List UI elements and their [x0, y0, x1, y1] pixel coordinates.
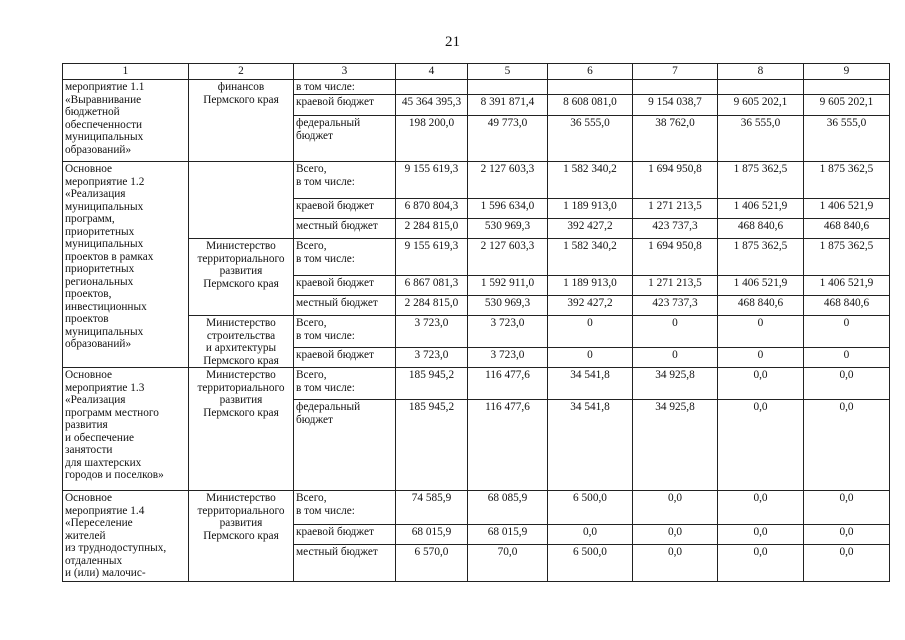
- measure-cell: мероприятие 1.1 «Выравнивание бюджетной обеспеченности муниципальных образований»: [63, 80, 189, 162]
- value-cell: 116 477,6: [468, 368, 548, 400]
- value-cell: 8 391 871,4: [468, 95, 548, 116]
- value-cell: 0: [548, 347, 633, 367]
- funding-source-cell: краевой бюджет: [294, 95, 396, 116]
- value-cell: 1 406 521,9: [718, 276, 804, 296]
- value-cell: 2 284 815,0: [396, 219, 468, 239]
- column-header: 8: [718, 64, 804, 80]
- value-cell: 68 085,9: [468, 491, 548, 525]
- value-cell: 185 945,2: [396, 368, 468, 400]
- header-row: [63, 64, 890, 80]
- value-cell: 68 015,9: [468, 525, 548, 545]
- value-cell: 3 723,0: [396, 316, 468, 348]
- measure-cell: Основное мероприятие 1.3 «Реализация программ местного развития и обеспечение занятости для шахтерских городов и поселков»: [63, 368, 189, 491]
- value-cell: 74 585,9: [396, 491, 468, 525]
- column-header: 1: [63, 64, 189, 80]
- value-cell: [804, 80, 890, 95]
- funding-source-cell: в том числе:: [294, 80, 396, 95]
- value-cell: 1 875 362,5: [718, 239, 804, 276]
- value-cell: 1 189 913,0: [548, 199, 633, 219]
- value-cell: 0,0: [718, 545, 804, 582]
- table-row: [63, 368, 890, 400]
- value-cell: 45 364 395,3: [396, 95, 468, 116]
- value-cell: 3 723,0: [396, 347, 468, 367]
- value-cell: 3 723,0: [468, 347, 548, 367]
- value-cell: 70,0: [468, 545, 548, 582]
- value-cell: 6 870 804,3: [396, 199, 468, 219]
- value-cell: 38 762,0: [633, 116, 718, 162]
- funding-source-cell: федеральный бюджет: [294, 400, 396, 491]
- funding-source-cell: краевой бюджет: [294, 347, 396, 367]
- value-cell: 36 555,0: [548, 116, 633, 162]
- value-cell: 3 723,0: [468, 316, 548, 348]
- value-cell: 0,0: [633, 545, 718, 582]
- value-cell: 9 605 202,1: [804, 95, 890, 116]
- measure-cell: Основное мероприятие 1.4 «Переселение жителей из труднодоступных, отдаленных и (или) малочис-: [63, 491, 189, 582]
- value-cell: [548, 80, 633, 95]
- value-cell: 2 127 603,3: [468, 162, 548, 199]
- funding-source-cell: краевой бюджет: [294, 525, 396, 545]
- measure-cell: Основное мероприятие 1.2 «Реализация муниципальных программ, приоритетных муниципальных проектов в рамках приоритетных региональных проектов, инвестиционных проектов муниципальных образований»: [63, 162, 189, 368]
- table-row: [63, 80, 890, 95]
- column-header: 4: [396, 64, 468, 80]
- value-cell: 1 406 521,9: [804, 199, 890, 219]
- funding-source-cell: краевой бюджет: [294, 199, 396, 219]
- executor-cell: [189, 162, 294, 239]
- value-cell: 0,0: [718, 491, 804, 525]
- value-cell: 34 925,8: [633, 368, 718, 400]
- funding-source-cell: местный бюджет: [294, 545, 396, 582]
- value-cell: 34 925,8: [633, 400, 718, 491]
- value-cell: 468 840,6: [804, 219, 890, 239]
- value-cell: 1 596 634,0: [468, 199, 548, 219]
- page-number: 21: [445, 34, 460, 50]
- value-cell: 0,0: [633, 525, 718, 545]
- funding-source-cell: местный бюджет: [294, 219, 396, 239]
- value-cell: 468 840,6: [718, 219, 804, 239]
- column-header: 6: [548, 64, 633, 80]
- value-cell: 1 875 362,5: [718, 162, 804, 199]
- value-cell: 1 189 913,0: [548, 276, 633, 296]
- value-cell: 1 875 362,5: [804, 239, 890, 276]
- value-cell: 6 570,0: [396, 545, 468, 582]
- value-cell: 116 477,6: [468, 400, 548, 491]
- value-cell: 1 582 340,2: [548, 239, 633, 276]
- value-cell: 0,0: [718, 400, 804, 491]
- value-cell: 36 555,0: [718, 116, 804, 162]
- column-header: 5: [468, 64, 548, 80]
- column-header: 2: [189, 64, 294, 80]
- value-cell: 9 155 619,3: [396, 162, 468, 199]
- value-cell: 1 406 521,9: [804, 276, 890, 296]
- value-cell: 0,0: [804, 545, 890, 582]
- value-cell: 392 427,2: [548, 296, 633, 316]
- funding-source-cell: местный бюджет: [294, 296, 396, 316]
- value-cell: 68 015,9: [396, 525, 468, 545]
- value-cell: 185 945,2: [396, 400, 468, 491]
- value-cell: 530 969,3: [468, 219, 548, 239]
- value-cell: 0: [633, 347, 718, 367]
- value-cell: 0: [548, 316, 633, 348]
- value-cell: 0: [718, 347, 804, 367]
- executor-cell: Министерство территориального развития Пермского края: [189, 239, 294, 316]
- value-cell: 0: [804, 316, 890, 348]
- column-header: 3: [294, 64, 396, 80]
- funding-source-cell: Всего, в том числе:: [294, 368, 396, 400]
- value-cell: 1 694 950,8: [633, 162, 718, 199]
- value-cell: [468, 80, 548, 95]
- value-cell: 392 427,2: [548, 219, 633, 239]
- value-cell: 1 582 340,2: [548, 162, 633, 199]
- value-cell: 9 605 202,1: [718, 95, 804, 116]
- executor-cell: финансов Пермского края: [189, 80, 294, 162]
- value-cell: 1 694 950,8: [633, 239, 718, 276]
- value-cell: 0,0: [633, 491, 718, 525]
- value-cell: 0,0: [804, 491, 890, 525]
- value-cell: 423 737,3: [633, 296, 718, 316]
- funding-source-cell: краевой бюджет: [294, 276, 396, 296]
- value-cell: [633, 80, 718, 95]
- value-cell: 1 875 362,5: [804, 162, 890, 199]
- budget-table: [62, 63, 890, 582]
- value-cell: 34 541,8: [548, 400, 633, 491]
- value-cell: 2 284 815,0: [396, 296, 468, 316]
- value-cell: 6 500,0: [548, 491, 633, 525]
- value-cell: 1 271 213,5: [633, 199, 718, 219]
- value-cell: [718, 80, 804, 95]
- value-cell: 49 773,0: [468, 116, 548, 162]
- column-header: 9: [804, 64, 890, 80]
- value-cell: 0,0: [718, 368, 804, 400]
- value-cell: 0,0: [804, 368, 890, 400]
- value-cell: 2 127 603,3: [468, 239, 548, 276]
- table-row: [63, 491, 890, 525]
- value-cell: 468 840,6: [718, 296, 804, 316]
- funding-source-cell: Всего, в том числе:: [294, 491, 396, 525]
- value-cell: 0,0: [804, 525, 890, 545]
- value-cell: 468 840,6: [804, 296, 890, 316]
- executor-cell: Министерство строительства и архитектуры Пермского края: [189, 316, 294, 368]
- value-cell: 9 154 038,7: [633, 95, 718, 116]
- value-cell: 0: [633, 316, 718, 348]
- value-cell: 0: [804, 347, 890, 367]
- value-cell: [396, 80, 468, 95]
- value-cell: 0,0: [548, 525, 633, 545]
- value-cell: 8 608 081,0: [548, 95, 633, 116]
- executor-cell: Министерство территориального развития Пермского края: [189, 491, 294, 582]
- value-cell: 6 867 081,3: [396, 276, 468, 296]
- value-cell: 1 592 911,0: [468, 276, 548, 296]
- value-cell: 423 737,3: [633, 219, 718, 239]
- value-cell: 530 969,3: [468, 296, 548, 316]
- value-cell: 0: [718, 316, 804, 348]
- value-cell: 34 541,8: [548, 368, 633, 400]
- value-cell: 9 155 619,3: [396, 239, 468, 276]
- funding-source-cell: Всего, в том числе:: [294, 316, 396, 348]
- value-cell: 0,0: [718, 525, 804, 545]
- executor-cell: Министерство территориального развития Пермского края: [189, 368, 294, 491]
- value-cell: 36 555,0: [804, 116, 890, 162]
- column-header: 7: [633, 64, 718, 80]
- table-row: [63, 162, 890, 199]
- funding-source-cell: Всего, в том числе:: [294, 239, 396, 276]
- funding-source-cell: Всего, в том числе:: [294, 162, 396, 199]
- value-cell: 1 406 521,9: [718, 199, 804, 219]
- value-cell: 6 500,0: [548, 545, 633, 582]
- value-cell: 1 271 213,5: [633, 276, 718, 296]
- funding-source-cell: федеральный бюджет: [294, 116, 396, 162]
- value-cell: 198 200,0: [396, 116, 468, 162]
- value-cell: 0,0: [804, 400, 890, 491]
